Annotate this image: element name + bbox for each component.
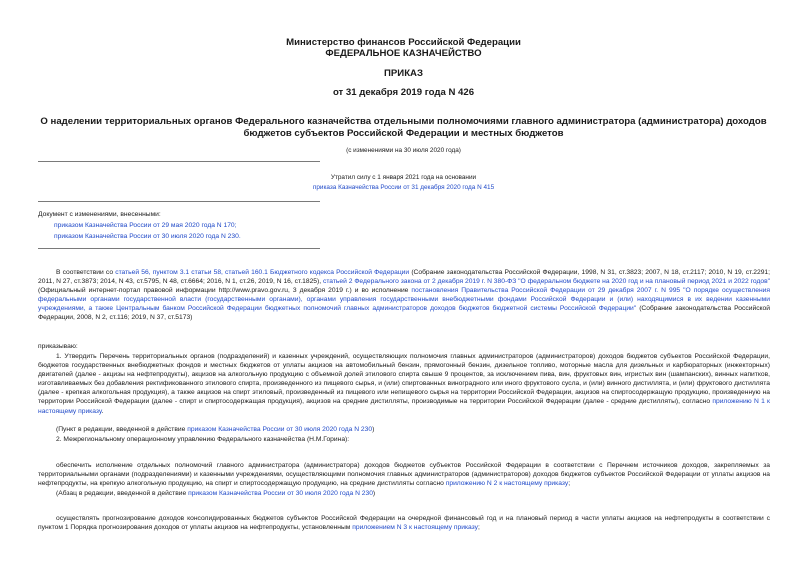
government-decree-link[interactable]: постановления Правительства Российской Федерации от 29 декабря 2007 г. N 995 "О порядке осуществления федеральными органами государственной власти (государственными органами), органами управления государственными внебюджетными фондами Российской Федерации и (или) находящимися в их ведении казенными учреждениями, а также Центральным банком Российской Федерации бюджетных полномочий главных администраторов доходов бюджетов бюджетной системы Российской Федерации": [38, 287, 770, 313]
appendix-2-link[interactable]: приложению N 2 к настоящему приказу: [445, 480, 569, 488]
doc-date-number: от 31 декабря 2019 года N 426: [332, 87, 475, 98]
paragraph-b-end: ;: [478, 524, 480, 532]
note-2-link[interactable]: приказом Казначейства России от 30 июля 2020 года N 230: [188, 490, 373, 497]
preamble: [38, 268, 770, 323]
note-2-end: ): [372, 490, 376, 497]
appendix-3-link[interactable]: приложением N 3 к настоящему приказу: [352, 524, 479, 532]
preamble-text: В соответствии со: [56, 269, 116, 276]
separator-line: [38, 201, 320, 202]
header-ministry: Министерство финансов Российской Федерации: [286, 37, 521, 48]
note-1-end: ): [372, 426, 375, 433]
item-1: [38, 352, 770, 416]
note-1: [56, 425, 374, 434]
item-1-end: .: [101, 407, 104, 415]
federal-law-link[interactable]: статьей 2 Федерального закона от 2 декабря 2019 г. N 380-ФЗ "О федеральном бюджете на 2020 год и на плановый период 2021 и 2022 годов": [322, 278, 770, 286]
separator-line: [38, 161, 320, 162]
paragraph-b-text: осуществлять прогнозирование доходов консолидированных бюджетов субъектов Российской Федерации на очередной финансовый год и на плановый период в части уплаты акцизов на нефтепродукты в соответствии с пунктом 1 Порядка прогнозирования доходов от уплаты акцизов на нефтепродукты, установленным: [38, 515, 770, 532]
note-1-text: (Пункт в редакции, введенной в действие: [56, 426, 188, 433]
changes-link-2-wrap: [54, 232, 241, 241]
appendix-1-link[interactable]: приложению N 1 к настоящему приказу: [38, 398, 770, 415]
order-word: приказываю:: [38, 343, 78, 350]
doc-title: О наделении территориальных органов Федерального казначейства отдельными полномочиями главного администратора (администратора) доходов бюджетов субъектов Российской Федерации и местных бюджетов: [40, 116, 767, 139]
changes-link-2[interactable]: приказом Казначейства России от 30 июля 2020 года N 230.: [54, 233, 241, 240]
note-2-text: (Абзац в редакции, введенной в действие: [56, 490, 189, 497]
paragraph-a: [38, 461, 770, 488]
preamble-text: (Собрание законодательства Российской Федерации, 2008, N 2, ст.116; 2019, N 37, ст.5173): [38, 305, 770, 322]
changes-label: Документ с изменениями, внесенными:: [38, 211, 161, 218]
paragraph-b: [38, 514, 770, 532]
item-1-text: 1. Утвердить Перечень территориальных органов (подразделений) и казенных учреждений, осуществляющих полномочия главных администраторов (администраторов) доходов бюджетов субъектов Российской Федерации, бюджетов государственных внебюджетных фондов и местных бюджетов от уплаты акцизов на автомобильный бензин, прямогонный бензин, дизельное топливо, моторные масла для дизельных и карбюраторных (инжекторных) двигателей (далее - акцизы на нефтепродукты), акцизов на алкогольную продукцию с объемной долей этилового спирта свыше 9 процентов, за исключением пива, вин, фруктовых вин, игристых вин (шампанских), винных напитков, изготавливаемых без добавления ректификованного этилового спирта, произведенного из пищевого сырья, и (или) спиртованных виноградного или иного фруктового сусла, и (или) винного дистиллята, и (или) фруктового дистиллята (далее - крепкая алкогольная продукция), а также акцизов на спирт этиловый, произведенный из пищевого или непищевого сырья на территории Российской Федерации, акцизов на спиртосодержащую продукцию, произведенную на территории Российской Федерации (далее - спирт и спиртосодержащая продукция), акцизов на средние дистилляты, производимые на территории Российской Федерации (далее - средние дистилляты), согласно: [38, 353, 770, 406]
paragraph-a-end: ;: [568, 480, 571, 488]
changes-link-1[interactable]: приказом Казначейства России от 29 мая 2020 года N 170;: [54, 222, 237, 229]
separator-line: [38, 248, 320, 249]
preamble-text: (Собрание законодательства Российской Федерации, 1998, N 31, ст.3823; 2007, N 18, ст.2117; 2010, N 19, ст.2291; 2011, N 27, ст.3873; 2014, N 43, ст.5795, N 48, ст.6664; 2016, N 1, ст.26, 2019, N 16, ст.1825),: [38, 269, 771, 286]
budget-code-link[interactable]: статьей 56, пунктом 3.1 статьи 58, статьей 160.1 Бюджетного кодекса Российской Федерации: [115, 269, 410, 276]
note-1-link[interactable]: приказом Казначейства России от 30 июля 2020 года N 230: [187, 426, 373, 433]
note-2: [56, 489, 375, 498]
header-agency: ФЕДЕРАЛЬНОЕ КАЗНАЧЕЙСТВО: [325, 48, 482, 59]
paragraph-a-text: обеспечить исполнение отдельных полномочий главного администратора (администратора) доходов бюджетов субъектов Российской Федерации в соответствии с Перечнем источников доходов, закрепляемых за территориальными органами (подразделениями) и казенными учреждениями, осуществляющими полномочия главных администраторов (администраторов) доходов бюджетов субъектов Российской Федерации от уплаты акцизов на нефтепродукты, на крепкую алкогольную продукцию, на спирт и спиртосодержащую продукцию, на средние дистилляты согласно: [38, 462, 770, 488]
validity-text: Утратил силу с 1 января 2021 года на основании: [330, 174, 477, 181]
validity-link[interactable]: приказа Казначейства России от 31 декабря 2020 года N 415: [312, 184, 495, 191]
preamble-text: (Официальный интернет-портал правовой информации http://www.pravo.gov.ru, 3 декабря 2019 г.) и во исполнение: [38, 287, 412, 295]
changes-link-1-wrap: [54, 221, 237, 230]
amended-note: (с изменениями на 30 июля 2020 года): [346, 147, 461, 154]
item-2: 2. Межрегиональному операционному управлению Федерального казначейства (Н.М.Горина):: [56, 436, 350, 443]
doc-type: ПРИКАЗ: [384, 68, 423, 79]
validity-wrap: [0, 183, 807, 192]
